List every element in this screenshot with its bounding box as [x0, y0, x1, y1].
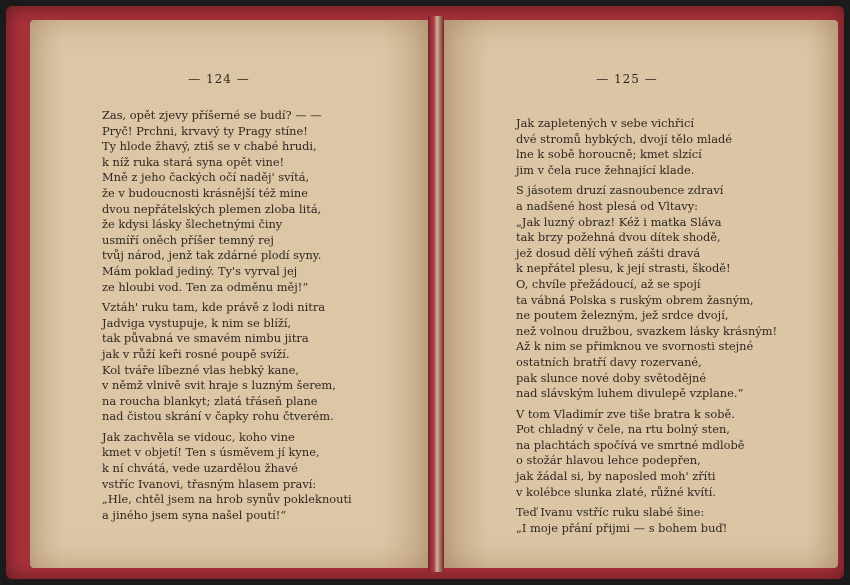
poem-line: Teď Ivanu vstříc ruku slabé šine:: [516, 505, 705, 520]
poem-line: S jásotem druzí zasnoubence zdraví: [516, 183, 724, 198]
poem-line: o stožár hlavou lehce podepřen,: [516, 453, 701, 468]
right-page-text: [516, 116, 777, 541]
poem-line: že v budoucnosti krásnější též mine: [102, 185, 308, 200]
left-page-number: — 124 —: [188, 72, 250, 86]
poem-line: Jak zachvěla se vidouc, koho vine: [102, 429, 295, 444]
poem-line: kmet v objetí! Ten s úsměvem jí kyne,: [102, 445, 320, 460]
stanza: [102, 108, 352, 295]
poem-line: Jak zapletených v sebe vichřicí: [516, 116, 694, 130]
book-spread: [6, 6, 844, 579]
poem-line: Zas, opět zjevy příšerné se budí? — —: [102, 108, 322, 122]
poem-line: nad čistou skrání v čapky rohu čtverém.: [102, 409, 334, 424]
poem-line: V tom Vladimír zve tiše bratra k sobě.: [516, 406, 735, 421]
right-page: [444, 20, 838, 568]
poem-line: na roucha blankyt; zlatá třáseň plane: [102, 393, 318, 408]
poem-line: Ty hlode žhavý, ztiš se v chabé hrudi,: [102, 139, 317, 154]
left-page: [30, 20, 428, 568]
poem-line: a jiného jsem syna našel poutí!“: [102, 507, 287, 522]
poem-line: k níž ruka stará syna opět vine!: [102, 154, 285, 169]
poem-line: tak půvabná ve smavém nimbu jitra: [102, 331, 309, 346]
poem-line: k ní chvátá, vede uzardělou žhavé: [102, 461, 298, 476]
poem-line: „Jak luzný obraz! Kéž i matka Sláva: [516, 214, 722, 229]
poem-line: vstříc Ivanovi, třasným hlasem praví:: [102, 476, 317, 491]
poem-line: usmíří oněch příšer temný rej: [102, 232, 274, 247]
poem-line: „Hle, chtěl jsem na hrob synův pokleknouti: [102, 492, 352, 507]
left-page-text: [102, 108, 352, 528]
poem-line: O, chvíle přežádoucí, až se spojí: [516, 276, 701, 291]
book-gutter: [428, 16, 444, 572]
poem-line: tvůj národ, jenž tak zdárné plodí syny.: [102, 248, 322, 263]
poem-line: Kol tváře líbezné vlas hebký kane,: [102, 362, 300, 377]
poem-line: a nadšené host plesá od Vltavy:: [516, 198, 698, 213]
poem-line: lne k sobě horoucně; kmet slzící: [516, 147, 702, 162]
poem-line: Mně z jeho čackých očí naděj' svítá,: [102, 170, 310, 185]
poem-line: že kdysi lásky šlechetnými činy: [102, 217, 283, 232]
poem-line: ne poutem železným, jež srdce dvojí,: [516, 308, 729, 323]
poem-line: jim v čela ruce žehnající klade.: [516, 162, 695, 177]
poem-line: „I moje přání přijmi — s bohem buď!: [516, 520, 728, 535]
poem-line: v kolébce slunka zlaté, růžné kvítí.: [516, 484, 717, 499]
poem-line: Pryč! Prchni, krvavý ty Pragy stíne!: [102, 123, 308, 138]
stanza: [516, 183, 777, 401]
poem-line: jež dosud dělí výheň zášti dravá: [516, 245, 701, 260]
right-page-number: — 125 —: [596, 72, 658, 86]
stanza: [516, 116, 777, 178]
poem-line: na plachtách spočívá ve smrtné mdlobě: [516, 437, 745, 452]
poem-line: pak slunce nové doby světodějné: [516, 370, 707, 385]
poem-line: než volnou družbou, svazkem lásky krásným!: [516, 323, 778, 338]
poem-line: jak žádal si, by naposled moh' zříti: [516, 469, 716, 484]
poem-line: Jadviga vystupuje, k nim se blíží,: [102, 315, 292, 330]
poem-line: tak brzy požehná dvou dítek shodě,: [516, 230, 721, 245]
poem-line: Mám poklad jediný. Ty's vyrval jej: [102, 263, 298, 278]
poem-line: k nepřátel plesu, k její strasti, škodě!: [516, 261, 731, 276]
stanza: [516, 505, 777, 536]
poem-line: Pot chladný v čele, na rtu bolný sten,: [516, 422, 730, 437]
stanza: [516, 407, 777, 501]
poem-line: dvou nepřátelských plemen zloba litá,: [102, 201, 322, 216]
poem-line: v němž vlnivě svit hraje s luzným šerem,: [102, 378, 336, 393]
poem-line: Vztáh' ruku tam, kde právě z lodi nitra: [102, 300, 326, 315]
poem-line: ta vábná Polska s ruským obrem žasným,: [516, 292, 754, 307]
poem-line: ze hloubi vod. Ten za odměnu měj!“: [102, 279, 309, 294]
poem-line: ostatních bratří davy rozervané,: [516, 354, 702, 369]
poem-line: nad slávským luhem divulepě vzplane.“: [516, 386, 744, 401]
poem-line: Až k nim se přimknou ve svornosti stejné: [516, 339, 754, 354]
stanza: [102, 430, 352, 524]
poem-line: dvé stromů hybkých, dvojí tělo mladé: [516, 131, 733, 146]
poem-line: jak v růží keři rosné poupě svíží.: [102, 346, 290, 361]
stanza: [102, 300, 352, 425]
